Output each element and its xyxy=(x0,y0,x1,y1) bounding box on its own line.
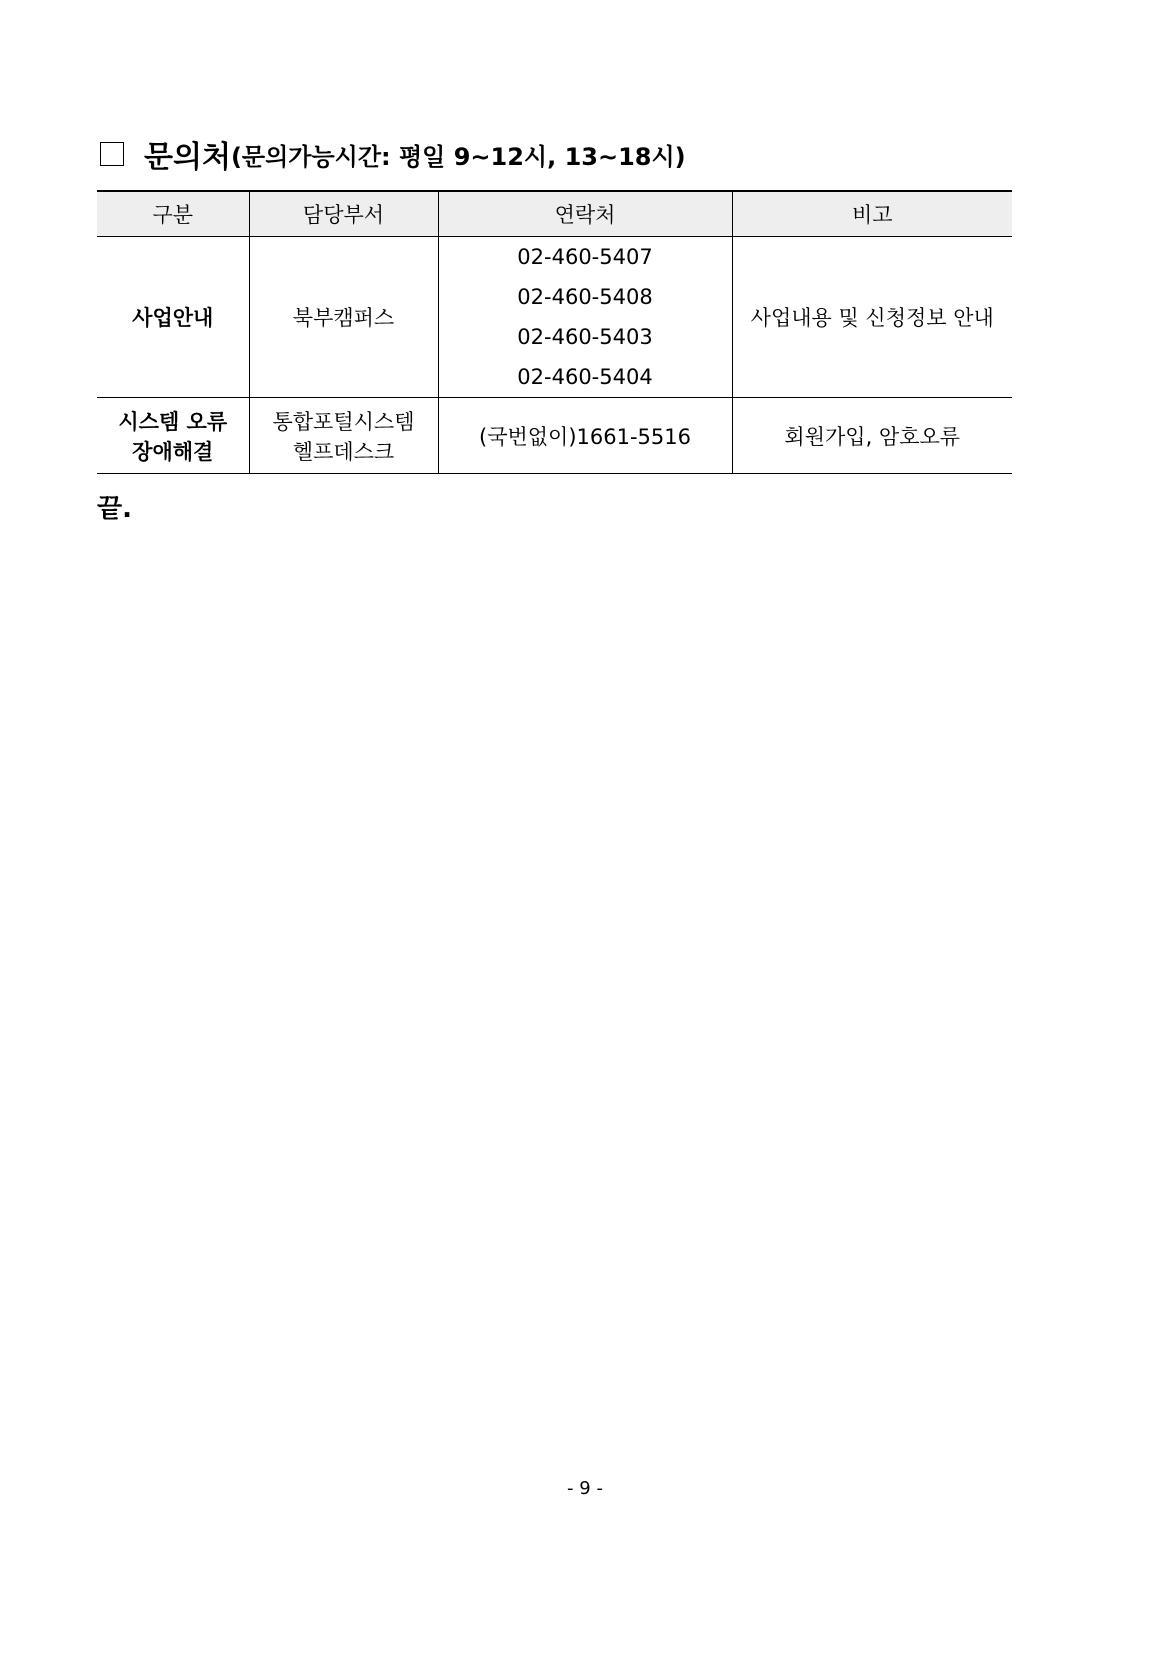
phone-number: 02-460-5403 xyxy=(517,325,653,349)
note-cell: 사업내용 및 신청정보 안내 xyxy=(732,237,1012,398)
note-cell: 회원가입, 암호오류 xyxy=(732,398,1012,474)
phone-number: 02-460-5407 xyxy=(517,245,653,269)
column-header: 구분 xyxy=(97,191,249,237)
column-header: 비고 xyxy=(732,191,1012,237)
checkbox-square-icon xyxy=(100,142,124,166)
category-line: 시스템 오류 xyxy=(118,409,228,434)
column-header: 담당부서 xyxy=(249,191,438,237)
department-line: 헬프데스크 xyxy=(292,439,395,464)
department-line: 통합포털시스템 xyxy=(272,409,415,434)
category-line: 장애해결 xyxy=(132,439,214,464)
page-number: - 9 - xyxy=(567,1478,603,1499)
section-title xyxy=(100,132,686,176)
contact-table xyxy=(97,190,1012,474)
table-row xyxy=(97,398,1012,474)
phone-number: 02-460-5408 xyxy=(517,285,653,309)
column-header: 연락처 xyxy=(438,191,732,237)
department-cell xyxy=(249,398,438,474)
end-mark: 끝. xyxy=(97,494,132,524)
department-cell: 북부캠퍼스 xyxy=(249,237,438,398)
contact-cell: (국번없이)1661-5516 xyxy=(438,398,732,474)
table-row xyxy=(97,237,1012,398)
title-main: 문의처 xyxy=(144,140,231,175)
contact-cell xyxy=(438,237,732,398)
category-cell xyxy=(97,398,249,474)
table-header-row xyxy=(97,191,1012,237)
phone-number: 02-460-5404 xyxy=(517,365,653,389)
category-cell: 사업안내 xyxy=(97,237,249,398)
title-hours: (문의가능시간: 평일 9~12시, 13~18시) xyxy=(230,142,686,171)
